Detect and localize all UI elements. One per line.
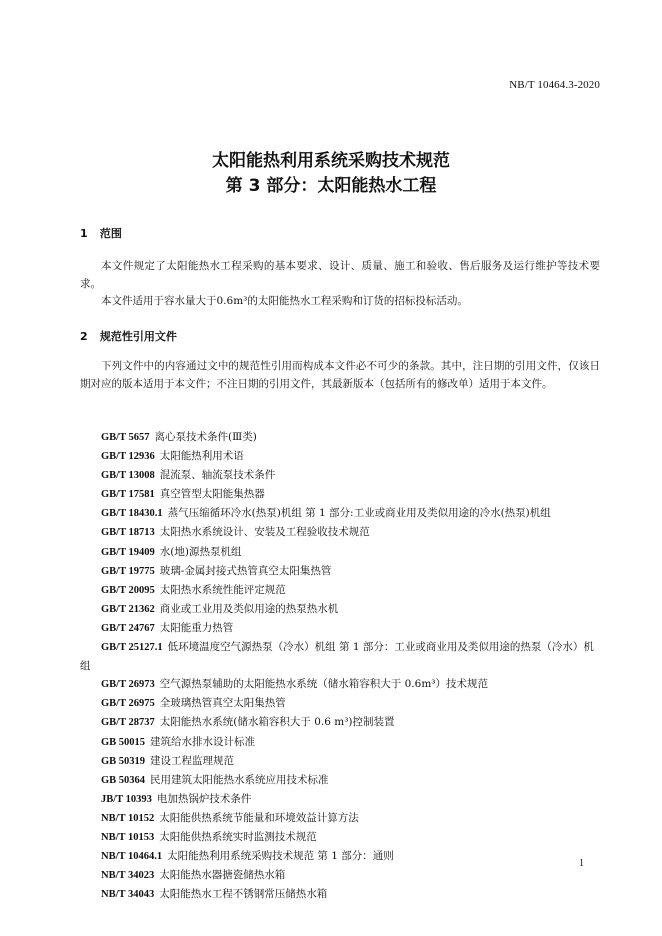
section-title: 范围 bbox=[99, 227, 122, 240]
reference-title: 混流泵、轴流泵技术条件 bbox=[159, 469, 276, 482]
reference-title: 真空管型太阳能集热器 bbox=[159, 488, 265, 501]
reference-item bbox=[80, 562, 600, 581]
reference-code: GB/T 18713 bbox=[101, 527, 155, 539]
reference-title: 太阳能热水工程不锈钢常压储热水箱 bbox=[159, 888, 328, 901]
reference-item bbox=[80, 828, 600, 847]
section-2-heading bbox=[80, 328, 177, 344]
reference-item bbox=[80, 619, 600, 638]
reference-item bbox=[80, 466, 600, 485]
reference-title: 太阳能热水系统(储水箱容积大于 0.6 m³)控制装置 bbox=[159, 716, 395, 729]
reference-title: 太阳热水系统设计、安装及工程验收技术规范 bbox=[159, 526, 370, 539]
reference-code: NB/T 10464.1 bbox=[101, 851, 163, 863]
standard-number: NB/T 10464.3-2020 bbox=[509, 79, 600, 91]
reference-title: 太阳能重力热管 bbox=[159, 621, 234, 634]
reference-item bbox=[80, 638, 600, 675]
reference-code: GB 50319 bbox=[101, 755, 146, 767]
reference-title: 水(地)源热泵机组 bbox=[159, 545, 242, 558]
reference-item bbox=[80, 581, 600, 600]
reference-code: GB/T 18430.1 bbox=[101, 508, 163, 520]
reference-title: 太阳能热利用系统采购技术规范 第 1 部分：通则 bbox=[167, 850, 394, 863]
section-number: 2 bbox=[80, 330, 88, 343]
reference-item bbox=[80, 790, 600, 809]
reference-title: 建设工程监理规范 bbox=[150, 754, 235, 767]
reference-title: 电加热锅炉技术条件 bbox=[156, 792, 252, 805]
reference-title: 太阳能热利用术语 bbox=[159, 450, 244, 463]
reference-title: 民用建筑太阳能热水系统应用技术标准 bbox=[150, 773, 329, 786]
reference-item bbox=[80, 847, 600, 866]
reference-code: GB/T 26975 bbox=[101, 698, 155, 710]
document-subtitle: 第 3 部分：太阳能热水工程 bbox=[225, 176, 437, 196]
reference-item bbox=[80, 543, 600, 562]
reference-code: GB/T 13008 bbox=[101, 470, 155, 482]
reference-item bbox=[80, 600, 600, 619]
reference-item bbox=[80, 675, 600, 694]
reference-item bbox=[80, 485, 600, 504]
reference-item bbox=[80, 523, 600, 542]
reference-code: GB/T 24767 bbox=[101, 622, 155, 634]
reference-item bbox=[80, 885, 600, 904]
section-number: 1 bbox=[80, 227, 88, 240]
reference-title: 太阳能热水器搪瓷储热水箱 bbox=[159, 869, 286, 882]
reference-title: 太阳能供热系统实时监测技术规范 bbox=[159, 830, 317, 843]
reference-code: GB/T 17581 bbox=[101, 489, 155, 501]
reference-code: GB/T 12936 bbox=[101, 451, 155, 463]
reference-title: 玻璃-金属封接式热管真空太阳集热管 bbox=[159, 564, 332, 577]
reference-title: 蒸气压缩循环冷水(热泵)机组 第 1 部分:工业或商业用及类似用途的冷水(热泵)机组 bbox=[167, 507, 551, 520]
references-intro: 下列文件中的内容通过文中的规范性引用而构成本文件必不可少的条款。其中，注日期的引用文件，仅该日期对应的版本适用于本文件；不注日期的引用文件，其最新版本（包括所有的修改单）适用于本文件。 bbox=[80, 360, 600, 390]
reference-item bbox=[80, 752, 600, 771]
reference-item bbox=[80, 713, 600, 732]
reference-code: NB/T 34023 bbox=[101, 870, 155, 882]
reference-code: GB/T 21362 bbox=[101, 603, 155, 615]
section-title: 规范性引用文件 bbox=[99, 330, 177, 343]
scope-paragraph-2: 本文件适用于容水量大于0.6m³的太阳能热水工程采购和订货的招标投标活动。 bbox=[101, 295, 468, 307]
reference-code: GB 50015 bbox=[101, 736, 146, 748]
reference-title: 空气源热泵辅助的太阳能热水系统（储水箱容积大于 0.6m³）技术规范 bbox=[159, 678, 488, 691]
reference-item bbox=[80, 733, 600, 752]
scope-paragraph-1: 本文件规定了太阳能热水工程采购的基本要求、设计、质量、施工和验收、售后服务及运行维护等技术要求。 bbox=[80, 260, 600, 290]
reference-list bbox=[80, 428, 600, 904]
reference-code: GB/T 26973 bbox=[101, 679, 155, 691]
reference-code: GB/T 5657 bbox=[101, 432, 150, 443]
reference-title: 全玻璃热管真空太阳集热管 bbox=[159, 697, 286, 710]
reference-code: GB/T 25127.1 bbox=[101, 642, 163, 654]
reference-code: GB/T 19409 bbox=[101, 546, 155, 558]
reference-item bbox=[80, 809, 600, 828]
reference-item bbox=[80, 771, 600, 790]
section-1-heading bbox=[80, 225, 122, 241]
reference-code: GB/T 20095 bbox=[101, 584, 155, 596]
reference-item bbox=[80, 504, 600, 523]
reference-item bbox=[80, 428, 600, 447]
reference-title: 离心泵技术条件(Ⅲ类) bbox=[154, 431, 257, 443]
reference-item bbox=[80, 694, 600, 713]
reference-code: GB/T 28737 bbox=[101, 717, 155, 729]
reference-title: 商业或工业用及类似用途的热泵热水机 bbox=[159, 602, 339, 615]
reference-code: GB 50364 bbox=[101, 774, 146, 786]
reference-item bbox=[80, 447, 600, 466]
reference-code: NB/T 10152 bbox=[101, 812, 155, 824]
document-title: 太阳能热利用系统采购技术规范 bbox=[212, 151, 450, 171]
reference-title: 太阳能供热系统节能量和环境效益计算方法 bbox=[159, 811, 359, 824]
reference-title: 低环境温度空气源热泵（冷水）机组 第 1 部分：工业或商业用及类似用途的热泵（冷水）机组 bbox=[80, 641, 594, 673]
reference-title: 建筑给水排水设计标准 bbox=[150, 735, 256, 748]
reference-title: 太阳热水系统性能评定规范 bbox=[159, 583, 286, 596]
reference-code: NB/T 10153 bbox=[101, 831, 155, 843]
reference-item bbox=[80, 866, 600, 885]
reference-code: GB/T 19775 bbox=[101, 565, 155, 577]
page-number: 1 bbox=[579, 858, 584, 869]
reference-code: JB/T 10393 bbox=[101, 793, 152, 805]
reference-code: NB/T 34043 bbox=[101, 889, 155, 901]
